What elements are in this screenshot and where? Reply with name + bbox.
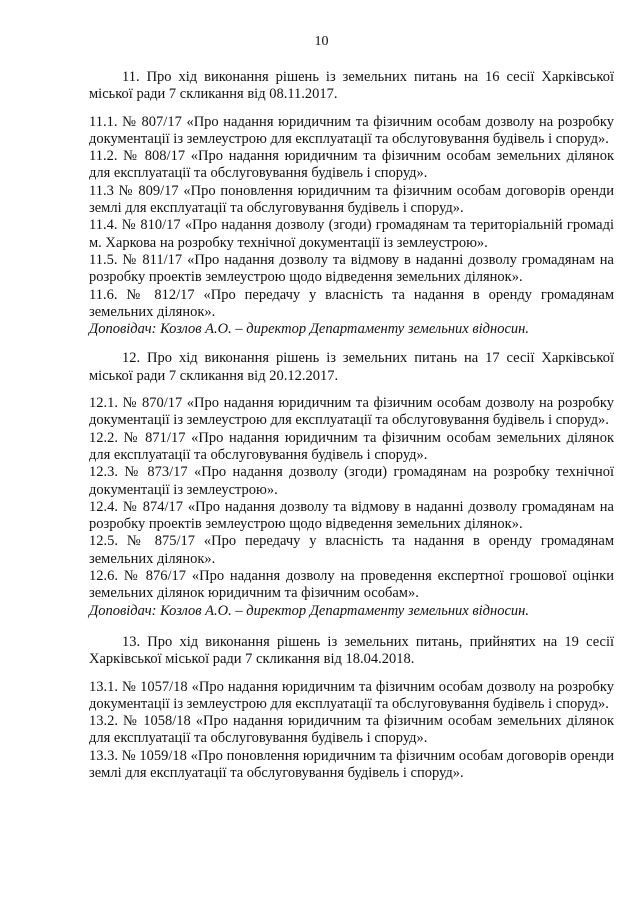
section-heading: 12. Про хід виконання рішень із земельних питань на 17 сесії Харківської міської ради 7 скликання від 20.12.2017. xyxy=(89,350,614,384)
agenda-item: 12.1. № 870/17 «Про надання юридичним та фізичним особам дозволу на розробку документації із землеустрою для експлуатації та обслуговування будівель і споруд». xyxy=(89,395,614,429)
document-body xyxy=(89,62,614,782)
agenda-item: 13.3. № 1059/18 «Про поновлення юридичним та фізичним особам договорів оренди землі для експлуатації та обслуговування будівель і споруд». xyxy=(89,747,614,781)
agenda-item: 13.1. № 1057/18 «Про надання юридичним та фізичним особам дозволу на розробку документації із землеустрою для експлуатації та обслуговування будівель і споруд». xyxy=(89,678,614,712)
agenda-item: 12.6. № 876/17 «Про надання дозволу на проведення експертної грошової оцінки земельних ділянок юридичним та фізичним особам». xyxy=(89,568,614,602)
agenda-item: 11.1. № 807/17 «Про надання юридичним та фізичним особам дозволу на розробку документації із землеустрою для експлуатації та обслуговування будівель і споруд». xyxy=(89,113,614,147)
section-heading: 11. Про хід виконання рішень із земельних питань на 16 сесії Харківської міської ради 7 скликання від 08.11.2017. xyxy=(89,69,614,103)
agenda-item: 12.3. № 873/17 «Про надання дозволу (згоди) громадянам на розробку технічної документації із землеустрою». xyxy=(89,464,614,498)
agenda-item: 12.4. № 874/17 «Про надання дозволу та відмову в наданні дозволу громадянам на розробку проектів землеустрою щодо відведення земельних ділянок». xyxy=(89,498,614,533)
agenda-item: 11.4. № 810/17 «Про надання дозволу (згоди) громадянам та територіальній громаді м. Харкова на розробку технічної документації із землеустрою». xyxy=(89,217,614,251)
agenda-item: 12.2. № 871/17 «Про надання юридичним та фізичним особам земельних ділянок для експлуатації та обслуговування будівель і споруд». xyxy=(89,429,614,463)
agenda-item: 13.2. № 1058/18 «Про надання юридичним та фізичним особам земельних ділянок для експлуатації та обслуговування будівель і споруд». xyxy=(89,713,614,747)
page-number: 10 xyxy=(314,34,329,49)
agenda-item: 11.6. № 812/17 «Про передачу у власність та надання в оренду громадянам земельних ділянок». xyxy=(89,286,614,320)
agenda-item: 11.5. № 811/17 «Про надання дозволу та відмову в наданні дозволу громадянам на розробку проектів землеустрою щодо відведення земельних ділянок». xyxy=(89,251,614,286)
speaker-line: Доповідач: Козлов А.О. – директор Департаменту земельних відносин. xyxy=(89,321,529,338)
agenda-item: 12.5. № 875/17 «Про передачу у власність та надання в оренду громадянам земельних ділянок». xyxy=(89,533,614,567)
speaker-line: Доповідач: Козлов А.О. – директор Департаменту земельних відносин. xyxy=(89,602,529,619)
agenda-item: 11.3 № 809/17 «Про поновлення юридичним та фізичним особам договорів оренди землі для експлуатації та обслуговування будівель і споруд». xyxy=(89,182,614,217)
section-heading: 13. Про хід виконання рішень із земельних питань, прийнятих на 19 сесії Харківської міської ради 7 скликання від 18.04.2018. xyxy=(89,633,614,668)
agenda-section-13 xyxy=(89,634,614,782)
agenda-section-12 xyxy=(89,350,614,619)
agenda-section-11 xyxy=(89,69,614,338)
agenda-item: 11.2. № 808/17 «Про надання юридичним та фізичним особам земельних ділянок для експлуатації та обслуговування будівель і споруд». xyxy=(89,148,614,182)
